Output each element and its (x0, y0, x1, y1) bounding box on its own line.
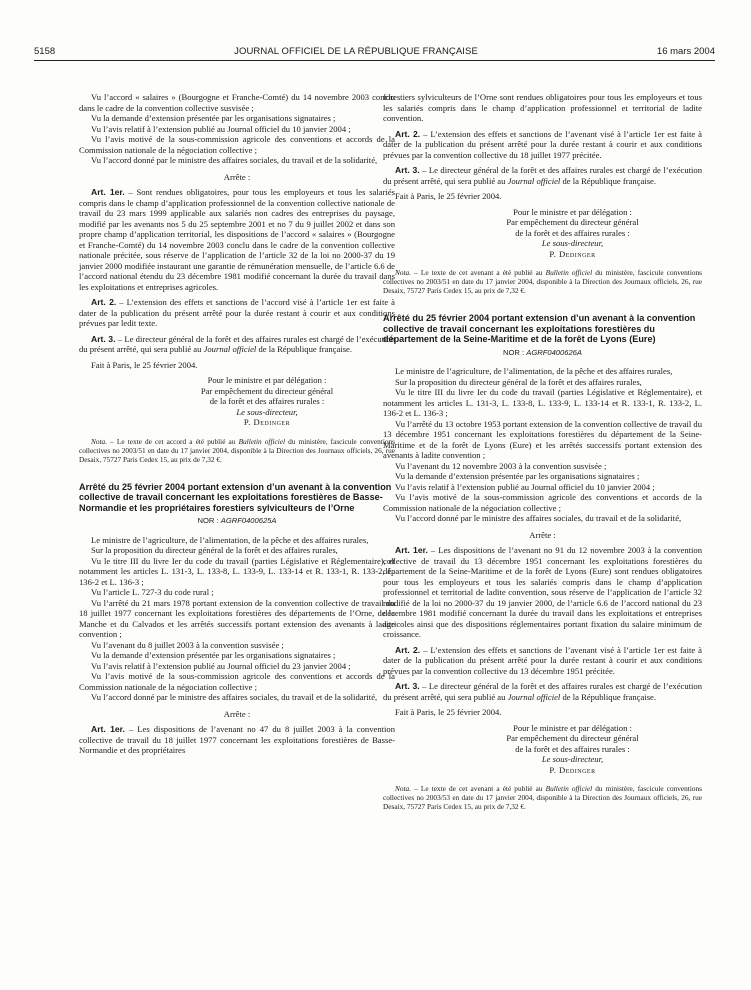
signature-line: de la forêt et des affaires rurales : (515, 743, 630, 754)
nota-label: Nota. (395, 268, 412, 277)
visa-paragraph: Vu l’avis relatif à l’extension publié au Journal officiel du 10 janvier 2004 ; (395, 481, 655, 492)
nota-note (383, 268, 702, 295)
signature-title-text: Le sous-directeur, (541, 754, 604, 765)
signatory-name: P. Dedinger (243, 417, 291, 427)
signature-line: Pour le ministre et par délégation : (513, 206, 632, 217)
nota-text: du ministère, fascicule conventions collectives no 2003/53 en date du 17 janvier 2004, disponible à la Direction des Journaux officiels, 26, rue Desaix, 75727 Paris Cedex 15, au prix de 7,32 €. (383, 784, 702, 812)
page-header (34, 44, 715, 58)
article-label: Art. 2. (395, 644, 421, 655)
article-1 (79, 187, 395, 292)
bulletin-reference: Bulletin officiel (238, 436, 286, 446)
nota-text: – Le texte de cet avenant a été publié au (411, 784, 546, 794)
article-text: – Le directeur général de la forêt et des affaires rurales est chargé de l’exécution du présent arrêté, qui sera publié au (79, 333, 395, 354)
visa-paragraph: Sur la proposition du directeur général de la forêt et des affaires rurales, (395, 376, 642, 387)
visa-paragraph: Vu l’avenant du 12 novembre 2003 à la convention susvisée ; (395, 460, 607, 471)
article-label: Art. 1er. (91, 724, 125, 735)
article-text: – L’extension des effets et sanctions de l’accord visé à l’article 1er est faite à dater de la publication du présent arrêté pour la durée restant à courir et aux conditions prévues par ledit texte. (79, 297, 395, 328)
article-3 (383, 681, 702, 702)
article-text: – L’extension des effets et sanctions de l’avenant visé à l’article 1er est faite à dater de la publication du présent arrêté pour la durée restant à courir et aux conditions prévues par la convention collective du 13 décembre 1951 précitée. (383, 644, 703, 676)
right-column (383, 92, 702, 811)
article-text: – Le directeur général de la forêt et des affaires rurales est chargé de l’exécution du présent arrêté, qui sera publié au (383, 165, 702, 186)
visa-paragraph: Vu l’avis motivé de la sous-commission agricole des conventions et accords de la Commission nationale de la négociation collective ; (79, 671, 395, 692)
nor-reference (79, 516, 395, 527)
header-rule (34, 60, 715, 61)
article-3 (79, 334, 395, 355)
signature-title-text: Le sous-directeur, (236, 406, 298, 417)
signature-line: Par empêchement du directeur général (506, 217, 639, 227)
visa-paragraph: Vu l’arrêté du 13 octobre 1953 portant extension de la convention collective de travail du 13 décembre 1951 concernant les exploitations forestières du département de la Seine-Maritime et de la forêt de Lyons (Eure) et les arrêtés successifs portant extension des avenants à ladite convention ; (383, 418, 702, 461)
signature-line: Pour le ministre et par délégation : (513, 722, 632, 733)
article-text: – Sont rendues obligatoires, pour tous les employeurs et tous les salariés compris dans le champ d’application professionnel de la convention collective nationale de travail du 23 mars 1999 applicable aux salariés non cadres des entreprises du paysage, modifié par les avenants nos 5 du 25 septembre 2001 et no 7 du 9 juillet 2002 et dans son propre champ d’application territorial, les dispositions de l’accord « salaires » (Bourgogne et Franche-Comté) du 14 novembre 2003 conclu dans le cadre de la convention collective nationale précitée, sous réserve de l’application de l’article 32 de la loi no 2000-37 du 19 janvier 2000 modifiée instaurant une garantie de rémunération mensuelle, de l’article 6.6 de l’accord national étendu du 23 décembre 1981 modifié concernant la durée du travail dans les exploitations et entreprises agricoles. (79, 187, 395, 292)
journal-reference: Journal officiel (203, 344, 257, 354)
nor-reference (383, 348, 702, 359)
journal-reference: Journal officiel (507, 175, 561, 186)
article-label: Art. 2. (395, 128, 421, 139)
signature-date: Fait à Paris, le 25 février 2004. (91, 359, 198, 370)
nota-text: du ministère, fascicule conventions collectives no 2003/51 en date du 17 janvier 2004, disponible à la Direction des Journaux officiels, 26, rue Desaix, 75727 Paris Cedex 15, au prix de 7,32 €. (79, 436, 395, 464)
signature-date: Fait à Paris, le 25 février 2004. (395, 707, 502, 718)
decree-heading: Arrêté du 25 février 2004 portant extension d’un avenant à la convention collective de travail concernant les exploitations forestières de Basse-Normandie et les propriétaires forestiers sylviculteurs de l’Orne (79, 481, 392, 513)
article-label: Art. 1er. (91, 187, 125, 197)
signature-line: de la forêt et des affaires rurales : (209, 396, 325, 406)
nota-text: – Le texte de cet accord a été publié au (107, 436, 239, 446)
visa-paragraph: Vu l’avis relatif à l’extension publié au Journal officiel du 10 janvier 2004 ; (91, 123, 351, 134)
decree-heading: Arrêté du 25 février 2004 portant extension d’un avenant à la convention collective de travail concernant les exploitations forestières du département de la Seine-Maritime et de la forêt de Lyons (Eure) (383, 313, 696, 345)
page-number: 5158 (34, 45, 56, 57)
visa-paragraph: Sur la proposition du directeur général de la forêt et des affaires rurales, (91, 545, 338, 556)
signature-title (383, 754, 702, 765)
visa-paragraph: Vu l’arrêté du 21 mars 1978 portant extension de la convention collective de travail du 18 juillet 1977 concernant les exploitations forestières des départements de l’Orne, de la Manche et du Calvados et les arrêtés successifs portant extension des avenants à ladite convention ; (79, 597, 395, 640)
nor-code: AGRF0400626A (526, 347, 582, 357)
nota-text: – Le texte de cet avenant a été publié au (411, 268, 546, 277)
continued-paragraph: forestiers sylviculteurs de l’Orne sont rendues obligatoires pour tous les employeurs et tous les salariés compris dans le champ d’application professionnel et territorial de ladite convention. (383, 92, 702, 123)
signatory-name: P. Dedinger (549, 764, 596, 775)
visa-paragraph: Vu l’accord donné par le ministre des affaires sociales, du travail et de la solidarité, (91, 692, 378, 703)
article-text: de la République française. (560, 691, 656, 702)
nor-label: NOR : (197, 516, 219, 526)
journal-reference: Journal officiel (507, 691, 561, 702)
article-1 (383, 545, 702, 640)
signature-title-text: Le sous-directeur, (541, 238, 604, 248)
signature-line: Par empêchement du directeur général (506, 733, 639, 744)
nota-note (383, 784, 702, 811)
nor-label: NOR : (503, 347, 525, 357)
visa-paragraph: Le ministre de l’agriculture, de l’alimentation, de la pêche et des affaires rurales, (395, 366, 673, 377)
visa-paragraph: Vu le titre III du livre Ier du code du travail (parties Législative et Réglementaire), et notamment les articles L. 131-3, L. 133-8, L. 133-9, L. 133-14 et R. 133-1, R. 133-2, L. 136-2 et L. 136-3 ; (79, 555, 395, 587)
nota-text: du ministère, fascicule conventions collectives no 2003/51 en date du 17 janvier 2004, disponible à la Direction des Journaux officiels, 26, rue Desaix, 75727 Paris Cedex 15, au prix de 7,32 €. (383, 268, 702, 295)
article-text: – L’extension des effets et sanctions de l’avenant visé à l’article 1er est faite à dater de la publication du présent arrêté pour la durée restant à courir et aux conditions prévues par la convention collective du 18 juillet 1977 précitée. (383, 128, 703, 160)
journal-title: JOURNAL OFFICIEL DE LA RÉPUBLIQUE FRANÇAISE (234, 45, 478, 57)
nota-note (79, 437, 395, 464)
visa-paragraph: Vu la demande d’extension présentée par les organisations signataires ; (91, 650, 336, 661)
article-text: de la République française. (560, 175, 656, 186)
article-3 (383, 165, 702, 186)
bulletin-reference: Bulletin officiel (545, 784, 593, 794)
article-label: Art. 2. (91, 297, 117, 307)
signature-title (383, 238, 702, 249)
signature-line: de la forêt et des affaires rurales : (515, 227, 630, 238)
article-text: – Le directeur général de la forêt et des affaires rurales est chargé de l’exécution du présent arrêté, qui sera publié au (383, 681, 702, 702)
article-text: – Les dispositions de l’avenant no 47 du 8 juillet 2003 à la convention collective de travail du 18 juillet 1977 concernant les exploitations forestières de Basse-Normandie et des propriétaires (79, 724, 395, 756)
article-2 (383, 129, 702, 161)
signature-date: Fait à Paris, le 25 février 2004. (395, 191, 502, 201)
visa-paragraph: Le ministre de l’agriculture, de l’alimentation, de la pêche et des affaires rurales, (91, 534, 369, 545)
visa-paragraph: Vu l’article L. 727-3 du code rural ; (91, 587, 214, 598)
signature-line: Par empêchement du directeur général (200, 385, 334, 396)
nota-label: Nota. (395, 784, 412, 794)
arrete-label: Arrête : (529, 529, 556, 540)
arrete-label: Arrête : (223, 171, 251, 182)
signature-title (79, 407, 395, 418)
article-1 (79, 724, 395, 756)
visa-paragraph: Vu l’accord donné par le ministre des affaires sociales, du travail et de la solidarité, (395, 513, 682, 524)
article-text: de la République française. (256, 344, 352, 354)
left-column (79, 92, 395, 756)
bulletin-reference: Bulletin officiel (545, 268, 593, 277)
visa-paragraph: Vu l’avenant du 8 juillet 2003 à la convention susvisée ; (91, 639, 284, 650)
visa-paragraph: Vu l’avis motivé de la sous-commission agricole des conventions et accords de la Commission nationale de la négociation collective ; (79, 134, 395, 155)
signature-line: Pour le ministre et par délégation : (207, 375, 327, 385)
nota-label: Nota. (91, 436, 108, 446)
article-2 (383, 645, 702, 677)
article-label: Art. 3. (395, 681, 420, 692)
visa-paragraph: Vu le titre III du livre Ier du code du travail (parties Législative et Réglementaire), et notamment les articles L. 131-3, L. 133-8, L. 133-9, L. 133-14 et R. 133-1, R. 133-2, L. 136-2 et L. 136-3 ; (383, 387, 702, 419)
visa-paragraph: Vu la demande d’extension présentée par les organisations signataires ; (91, 113, 336, 123)
nor-code: AGRF0400625A (220, 516, 277, 526)
article-label: Art. 3. (395, 165, 420, 175)
visa-paragraph: Vu l’accord donné par le ministre des affaires sociales, du travail et de la solidarité, (91, 155, 378, 165)
signatory-name: P. Dedinger (549, 248, 596, 259)
article-label: Art. 3. (91, 333, 116, 344)
issue-date: 16 mars 2004 (656, 45, 715, 57)
article-2 (79, 297, 395, 329)
arrete-label: Arrête : (223, 708, 251, 719)
visa-paragraph: Vu la demande d’extension présentée par les organisations signataires ; (395, 471, 640, 482)
visa-paragraph: Vu l’avis relatif à l’extension publié au Journal officiel du 23 janvier 2004 ; (91, 660, 351, 671)
article-label: Art. 1er. (395, 545, 428, 556)
article-text: – Les dispositions de l’avenant no 91 du 12 novembre 2003 à la convention collective de travail du 13 décembre 1951 concernant les exploitations forestières du département de la Seine-Maritime et de la forêt de Lyons (Eure) sont rendues obligatoires pour tous les employeurs et tous les salariés compris dans le champ d’application professionnel et territorial de ladite convention, sous réserve de l’application de l’article 32 modifié de la loi no 2000-37 du 19 janvier 2000, de l’article 6.6 de l’accord national du 23 décembre 1981 modifié concernant la durée du travail dans les exploitations et entreprises agricoles ainsi que des dispositions réglementaires portant fixation du salaire minimum de croissance. (383, 545, 702, 640)
visa-paragraph: Vu l’accord « salaires » (Bourgogne et Franche-Comté) du 14 novembre 2003 conclu dans le cadre de la convention collective susvisée ; (79, 92, 395, 113)
visa-paragraph: Vu l’avis motivé de la sous-commission agricole des conventions et accords de la Commission nationale de la négociation collective ; (383, 492, 702, 513)
